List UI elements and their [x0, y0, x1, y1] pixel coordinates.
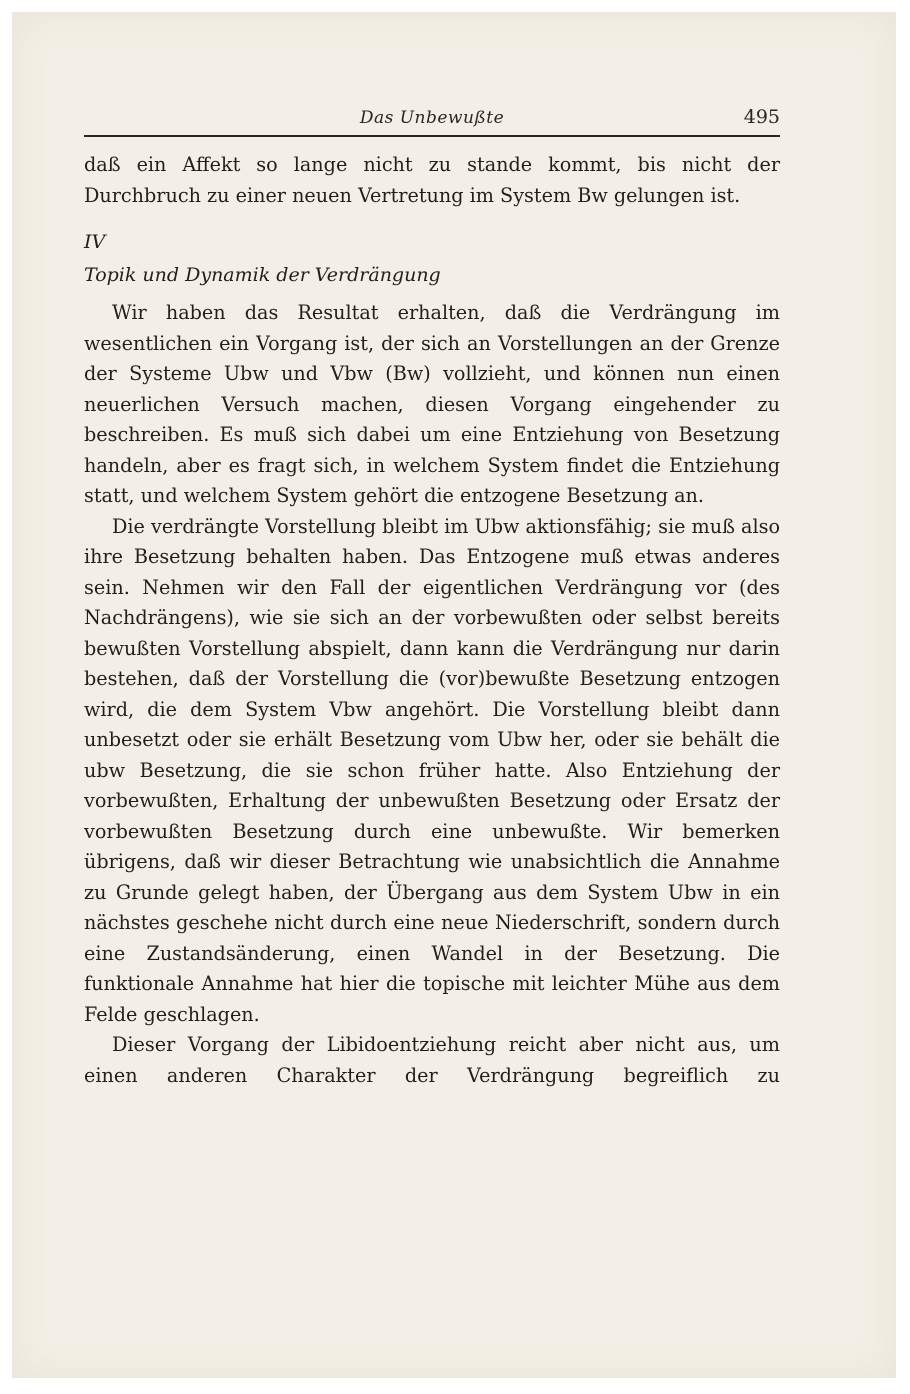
section-number: IV	[84, 231, 106, 253]
paragraph: Die verdrängte Vorstellung bleibt im Ubw aktionsfähig; sie muß also ihre Besetzung behalten haben. Das Entzogene muß etwas anderes sein. Nehmen wir den Fall der eigentlichen Verdrängung vor (des Nachdrängens), wie sie sich an der vorbewußten oder selbst bereits bewußten Vorstellung abspielt, dann kann die Verdrängung nur darin bestehen, daß der Vorstellung die (vor)bewußte Besetzung entzogen wird, die dem System Vbw angehört. Die Vorstellung bleibt dann unbesetzt oder sie erhält Besetzung vom Ubw her, oder sie behält die ubw Besetzung, die sie schon früher hatte. Also Entziehung der vorbewußten, Erhaltung der unbewußten Besetzung oder Ersatz der vorbewußten Besetzung durch eine unbewußte. Wir bemerken übrigens, daß wir dieser Betrachtung wie unabsichtlich die Annahme zu Grunde gelegt haben, der Übergang aus dem System Ubw in ein nächstes geschehe nicht durch eine neue Niederschrift, sondern durch eine Zustandsänderung, einen Wandel in der Besetzung. Die funktionale Annahme hat hier die topische mit leichter Mühe aus dem Felde geschlagen.	[84, 514, 780, 1026]
section-title: Topik und Dynamik der Verdrängung	[84, 263, 441, 286]
page-number: 495	[743, 106, 780, 128]
header-rule	[84, 135, 780, 137]
running-header	[84, 104, 780, 134]
paragraph: Wir haben das Resultat erhalten, daß die Verdrängung im wesentlichen ein Vorgang ist, der sich an Vorstellungen an der Grenze der Systeme Ubw und Vbw (Bw) vollzieht, und können nun einen neuerlichen Versuch machen, diesen Vorgang eingehender zu beschreiben. Es muß sich dabei um eine Entziehung von Besetzung handeln, aber es fragt sich, in welchem System findet die Entziehung statt, und welchem System gehört die entzogene Besetzung an.	[84, 301, 780, 507]
paragraph: Dieser Vorgang der Libidoentziehung reicht aber nicht aus, um einen anderen Charakter der Verdrängung begreiflich zu	[84, 1033, 780, 1087]
running-title: Das Unbewußte	[359, 108, 505, 128]
body-text	[84, 150, 780, 1091]
paragraph-continued: daß ein Affekt so lange nicht zu stande kommt, bis nicht der Durchbruch zu einer neuen Vertretung im System Bw gelungen ist.	[84, 153, 780, 207]
